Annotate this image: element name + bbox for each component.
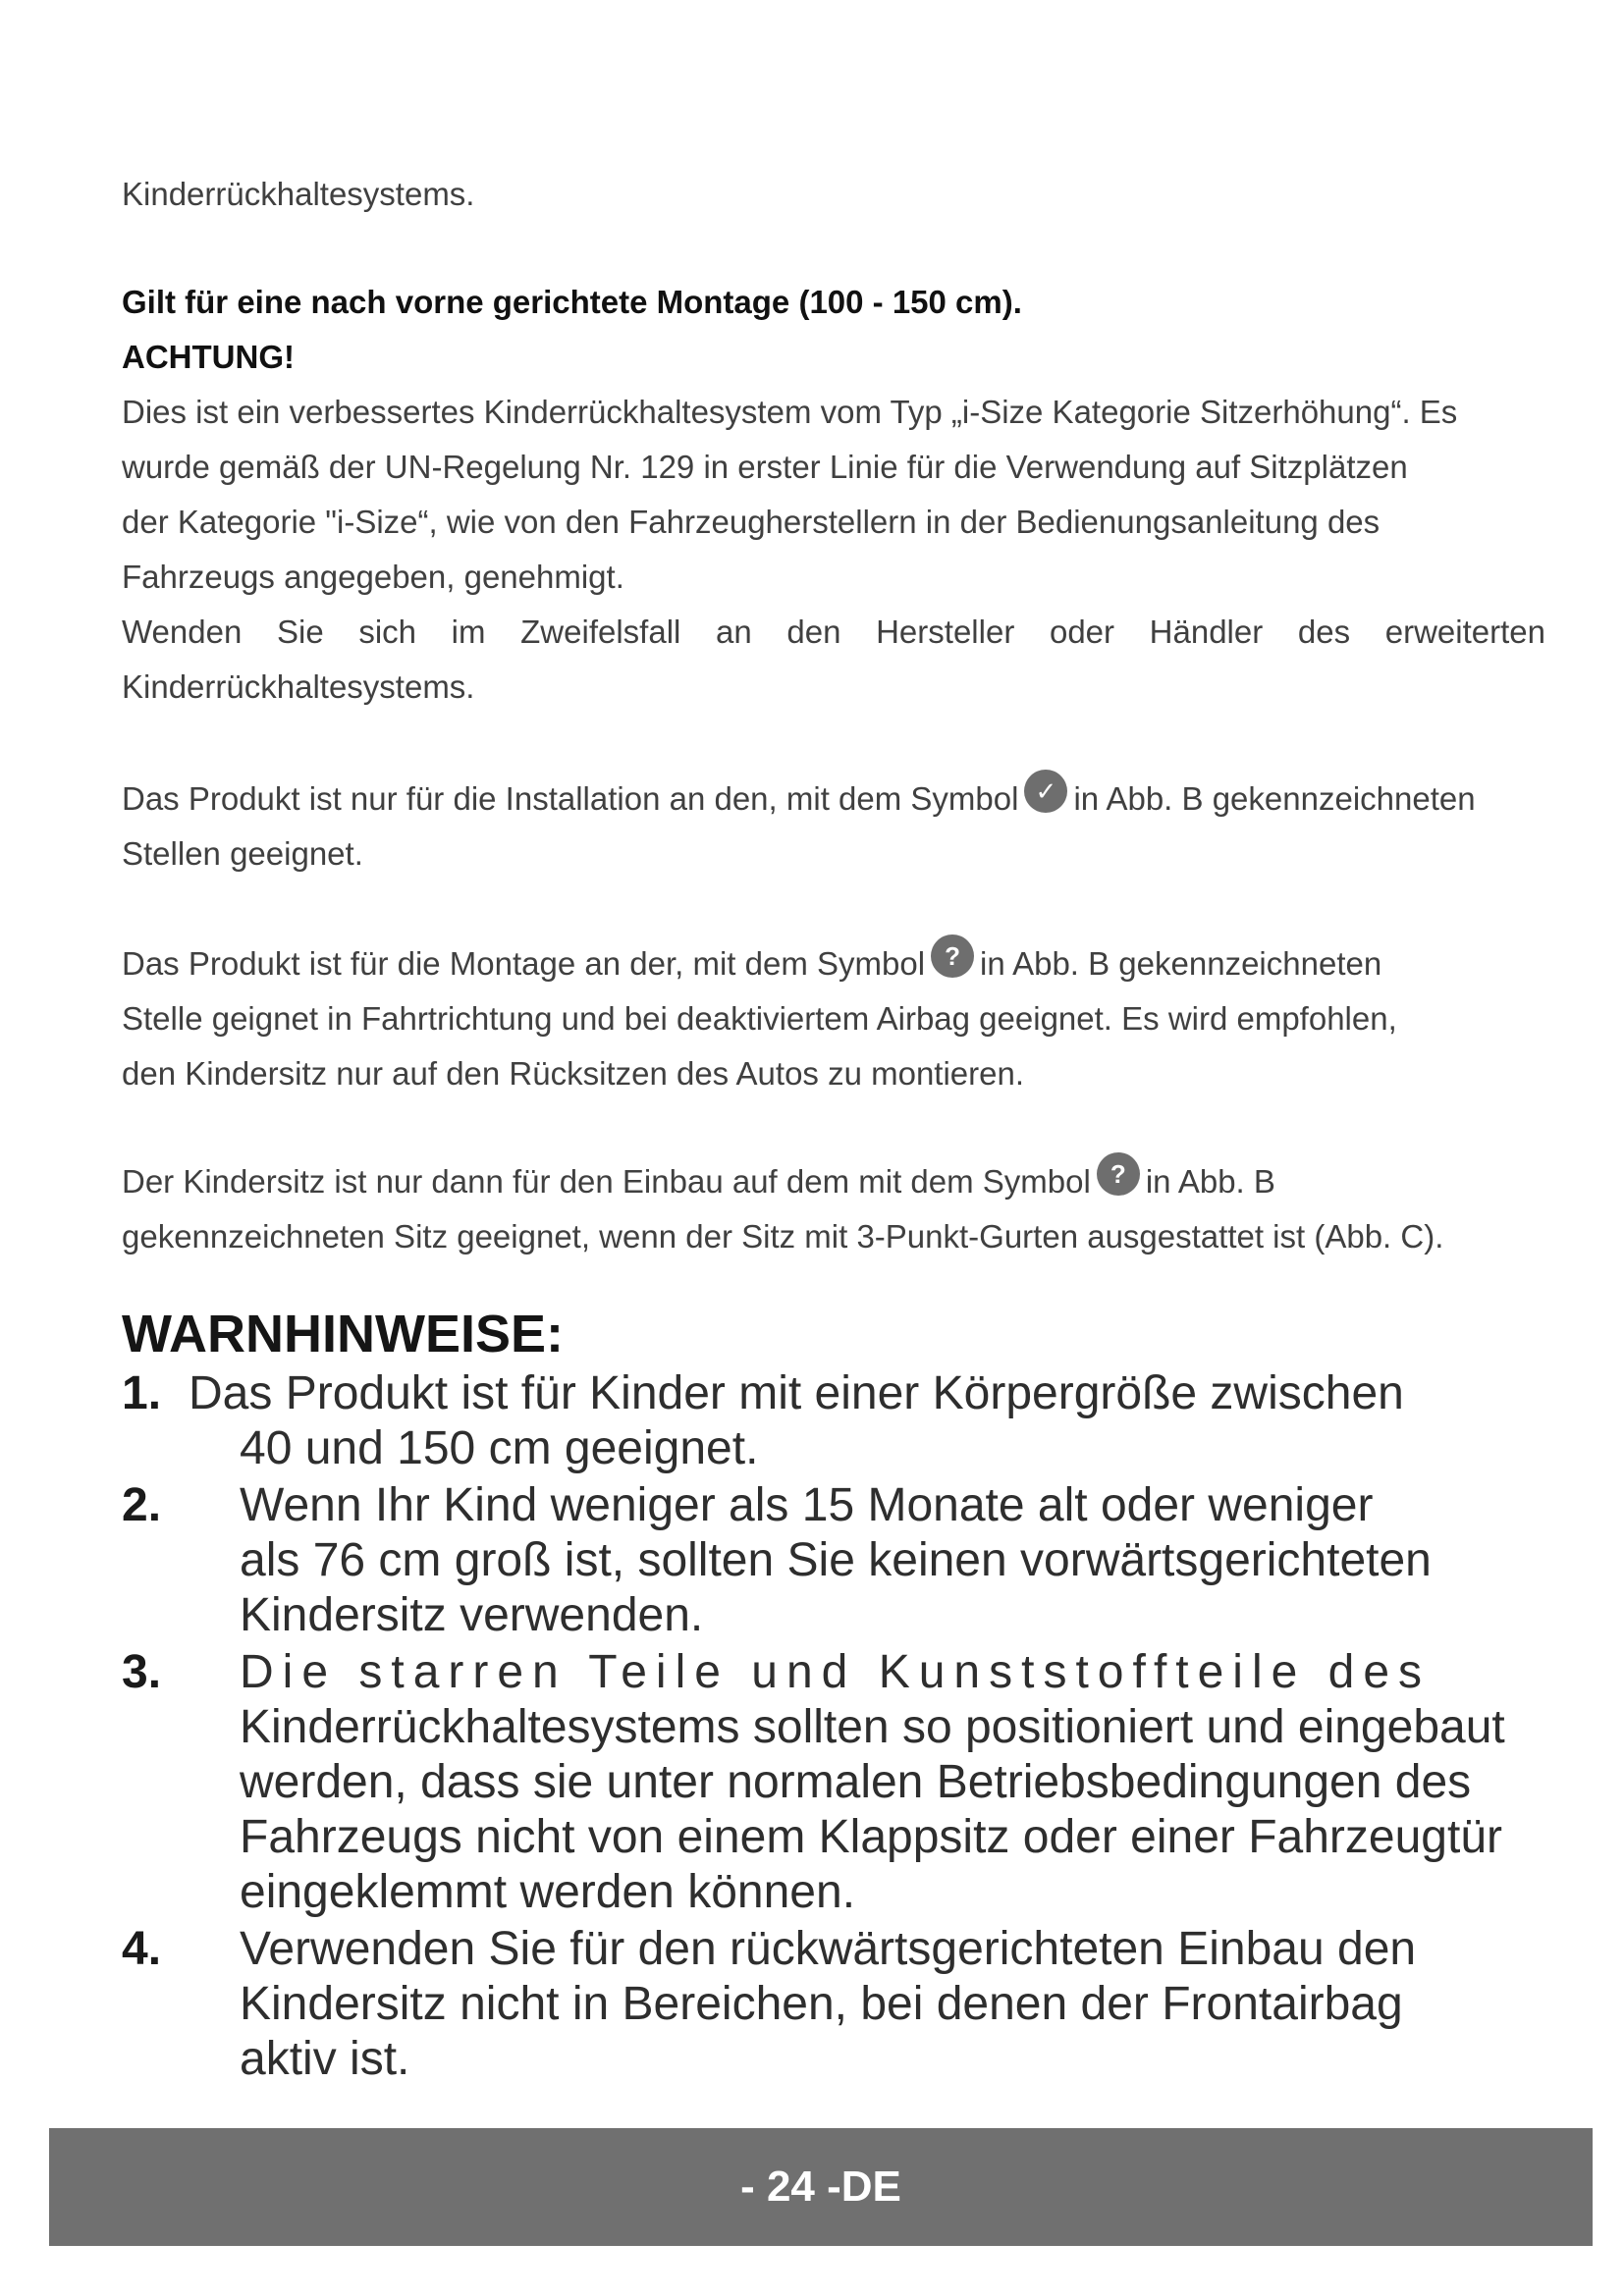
warnings-list: [122, 1366, 1555, 2089]
para2-text: Stellen geeignet.: [122, 835, 363, 872]
continuation-text: Kinderrückhaltesystems.: [122, 176, 475, 212]
forward-section: [122, 275, 1545, 715]
warning-line: Die starren Teile und Kunststoffteile des: [240, 1646, 1432, 1698]
warning-line: Fahrzeugs nicht von einem Klappsitz oder einer Fahrzeugtür: [240, 1811, 1503, 1863]
warning-line: Kindersitz verwenden.: [240, 1589, 704, 1641]
warning-line: aktiv ist.: [240, 2033, 410, 2085]
page-number: - 24 -DE: [740, 2163, 901, 2211]
warning-line: Wenn Ihr Kind weniger als 15 Monate alt oder weniger: [240, 1479, 1374, 1531]
para4-text: Der Kindersitz ist nur dann für den Einbau auf dem mit dem Symbol: [122, 1163, 1091, 1200]
question-circle-icon: ?: [1097, 1152, 1140, 1196]
warning-line: Kinderrückhaltesystems sollten so positioniert und eingebaut: [240, 1701, 1505, 1753]
para1-line: Kinderrückhaltesystems.: [122, 668, 475, 705]
para1-line: der Kategorie "i-Size“, wie von den Fahrzeugherstellern in der Bedienungsanleitung des: [122, 504, 1380, 540]
page-footer: [49, 2128, 1593, 2246]
warning-item: [122, 1645, 1555, 1920]
achtung-label: ACHTUNG!: [122, 339, 295, 375]
para3-text: den Kindersitz nur auf den Rücksitzen des Autos zu montieren.: [122, 1055, 1025, 1092]
para3-text: Stelle geignet in Fahrtrichtung und bei deaktiviertem Airbag geeignet. Es wird empfohlen,: [122, 1000, 1397, 1037]
warning-item: [122, 1478, 1555, 1643]
warning-number: 2.: [122, 1479, 162, 1531]
warning-line: 40 und 150 cm geeignet.: [240, 1422, 759, 1474]
para4-text: gekennzeichneten Sitz geeignet, wenn der Sitz mit 3-Punkt-Gurten ausgestattet ist (Abb. C).: [122, 1218, 1444, 1255]
para2-text: Das Produkt ist nur für die Installation an den, mit dem Symbol: [122, 780, 1019, 817]
warning-line: Das Produkt ist für Kinder mit einer Körpergröße zwischen: [189, 1367, 1404, 1419]
para3: [122, 934, 1545, 1101]
warning-number: 1.: [122, 1367, 162, 1419]
question-circle-icon: ?: [931, 934, 974, 978]
warning-line: Kindersitz nicht in Bereichen, bei denen der Frontairbag: [240, 1978, 1403, 2030]
warning-line: eingeklemmt werden können.: [240, 1866, 856, 1918]
para4: [122, 1152, 1545, 1264]
para1-line: Wenden Sie sich im Zweifelsfall an den Hersteller oder Händler des erweiterten: [122, 614, 1545, 650]
para3-text: in Abb. B gekennzeichneten: [980, 945, 1382, 982]
warning-line: Verwenden Sie für den rückwärtsgerichteten Einbau den: [240, 1923, 1417, 1975]
warning-number: 4.: [122, 1923, 162, 1975]
para1-line: Dies ist ein verbessertes Kinderrückhaltesystem vom Typ „i-Size Kategorie Sitzerhöhung“. Es: [122, 394, 1458, 430]
para2: [122, 770, 1545, 881]
check-circle-icon: ✓: [1024, 770, 1067, 813]
warning-item: [122, 1922, 1555, 2087]
para1-line: wurde gemäß der UN-Regelung Nr. 129 in erster Linie für die Verwendung auf Sitzplätzen: [122, 449, 1408, 485]
warning-line: werden, dass sie unter normalen Betriebsbedingungen des: [240, 1756, 1472, 1808]
warning-number: 3.: [122, 1646, 162, 1698]
para4-text: in Abb. B: [1145, 1163, 1275, 1200]
forward-heading: Gilt für eine nach vorne gerichtete Montage (100 - 150 cm).: [122, 284, 1022, 320]
para2-text: in Abb. B gekennzeichneten: [1073, 780, 1476, 817]
para3-text: Das Produkt ist für die Montage an der, mit dem Symbol: [122, 945, 926, 982]
para1-line: Fahrzeugs angegeben, genehmigt.: [122, 559, 624, 595]
warnings-title: WARNHINWEISE:: [122, 1305, 564, 1363]
warning-item: [122, 1366, 1555, 1476]
warning-line: als 76 cm groß ist, sollten Sie keinen vorwärtsgerichteten: [240, 1534, 1432, 1586]
